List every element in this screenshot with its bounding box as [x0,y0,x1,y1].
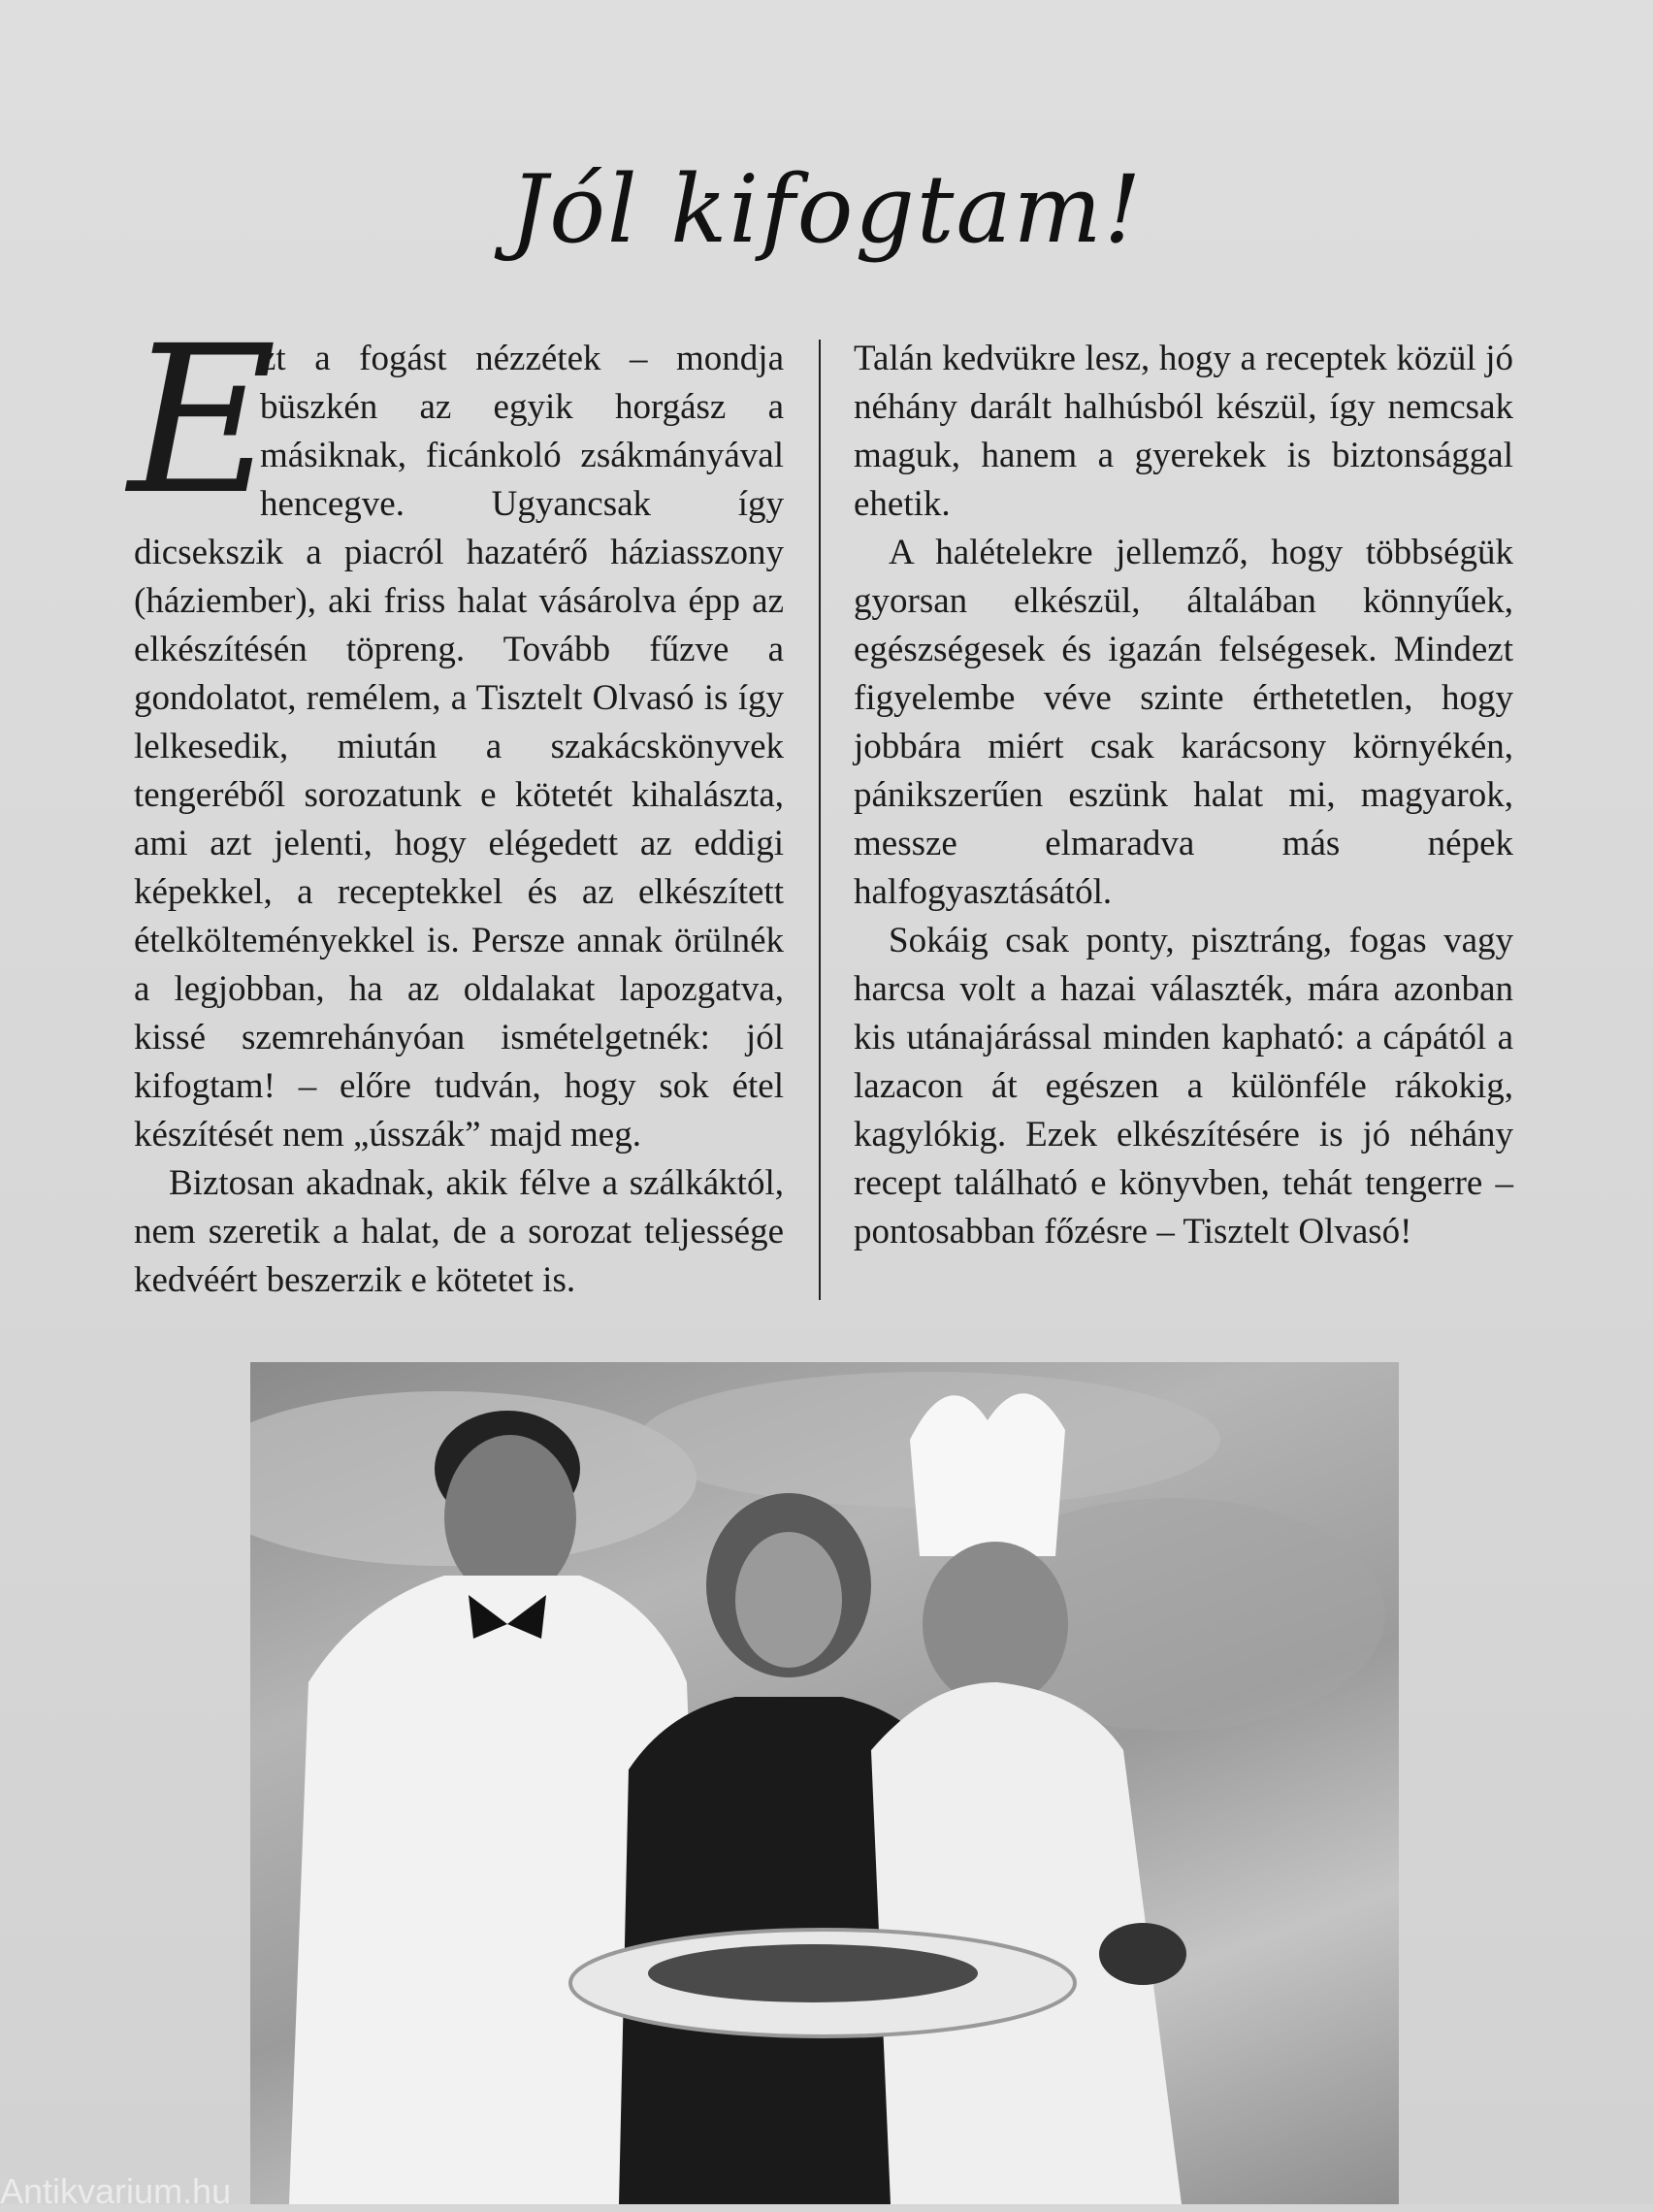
paragraph-4: A halételekre jellemző, hogy többségük gyorsan elkészül, általában könnyűek, egészségesek és igazán felségesek. Mindezt figyelembe véve szinte érthetetlen, hogy jobbára miért csak karácsony környékén, pánikszerűen eszünk halat mi, magyarok, messze elmaradva más népek halfogyasztásától. [854,533,1513,912]
right-column [854,335,1513,1256]
chefs-photo [250,1362,1399,2204]
paragraph-1: E zt a fogást nézzétek – mondja büszkén az egyik horgász a másiknak, ficánkoló zsákmányával hencegve. Ugyancsak így dicsekszik a piacról hazatérő háziasszony (háziember), aki friss halat vásárolva épp az elkészítésén töpreng. Tovább fűzve a gondolatot, remélem, a Tisztelt Olvasó is így lelkesedik, miután a szakácskönyvek tengeréből sorozatunk e kötetét kihalászta, ami azt jelenti, hogy elégedett az eddigi képekkel, a receptekkel és az elkészített ételkölteményekkel is. Persze annak örülnék a legjobban, ha az oldalakat lapozgatva, kissé szemrehányóan ismételgetnék: jól kifogtam! – előre tudván, hogy sok étel készítését nem „ússzák” majd meg. [128,302,784,1155]
paragraph-5: Sokáig csak ponty, pisztráng, fogas vagy harcsa volt a hazai választék, mára azonban kis utánajárással minden kapható: a cápától a lazacon át egészen a különféle rákokig, kagylókig. Ezek elkészítésére is jó néhány recept található e könyvben, tehát tengerre – pontosabban főzésre – Tisztelt Olvasó! [854,921,1513,1252]
left-column [128,302,784,1305]
paragraph-2: Biztosan akadnak, akik félve a szálkáktól, nem szeretik a halat, de a sorozat teljessége kedvéért beszerzik e kötetet is. [134,1163,784,1300]
photo-illustration [250,1362,1399,2204]
column-divider [819,340,821,1300]
paragraph-3: Talán kedvükre lesz, hogy a receptek közül jó néhány darált halhúsból készül, így nemcsak maguk, hanem a gyerekek is biztonsággal ehetik. [854,339,1513,524]
drop-cap: E [128,302,277,539]
watermark: Antikvarium.hu [0,2171,232,2211]
page-title: Jól kifogtam! [509,155,1144,264]
